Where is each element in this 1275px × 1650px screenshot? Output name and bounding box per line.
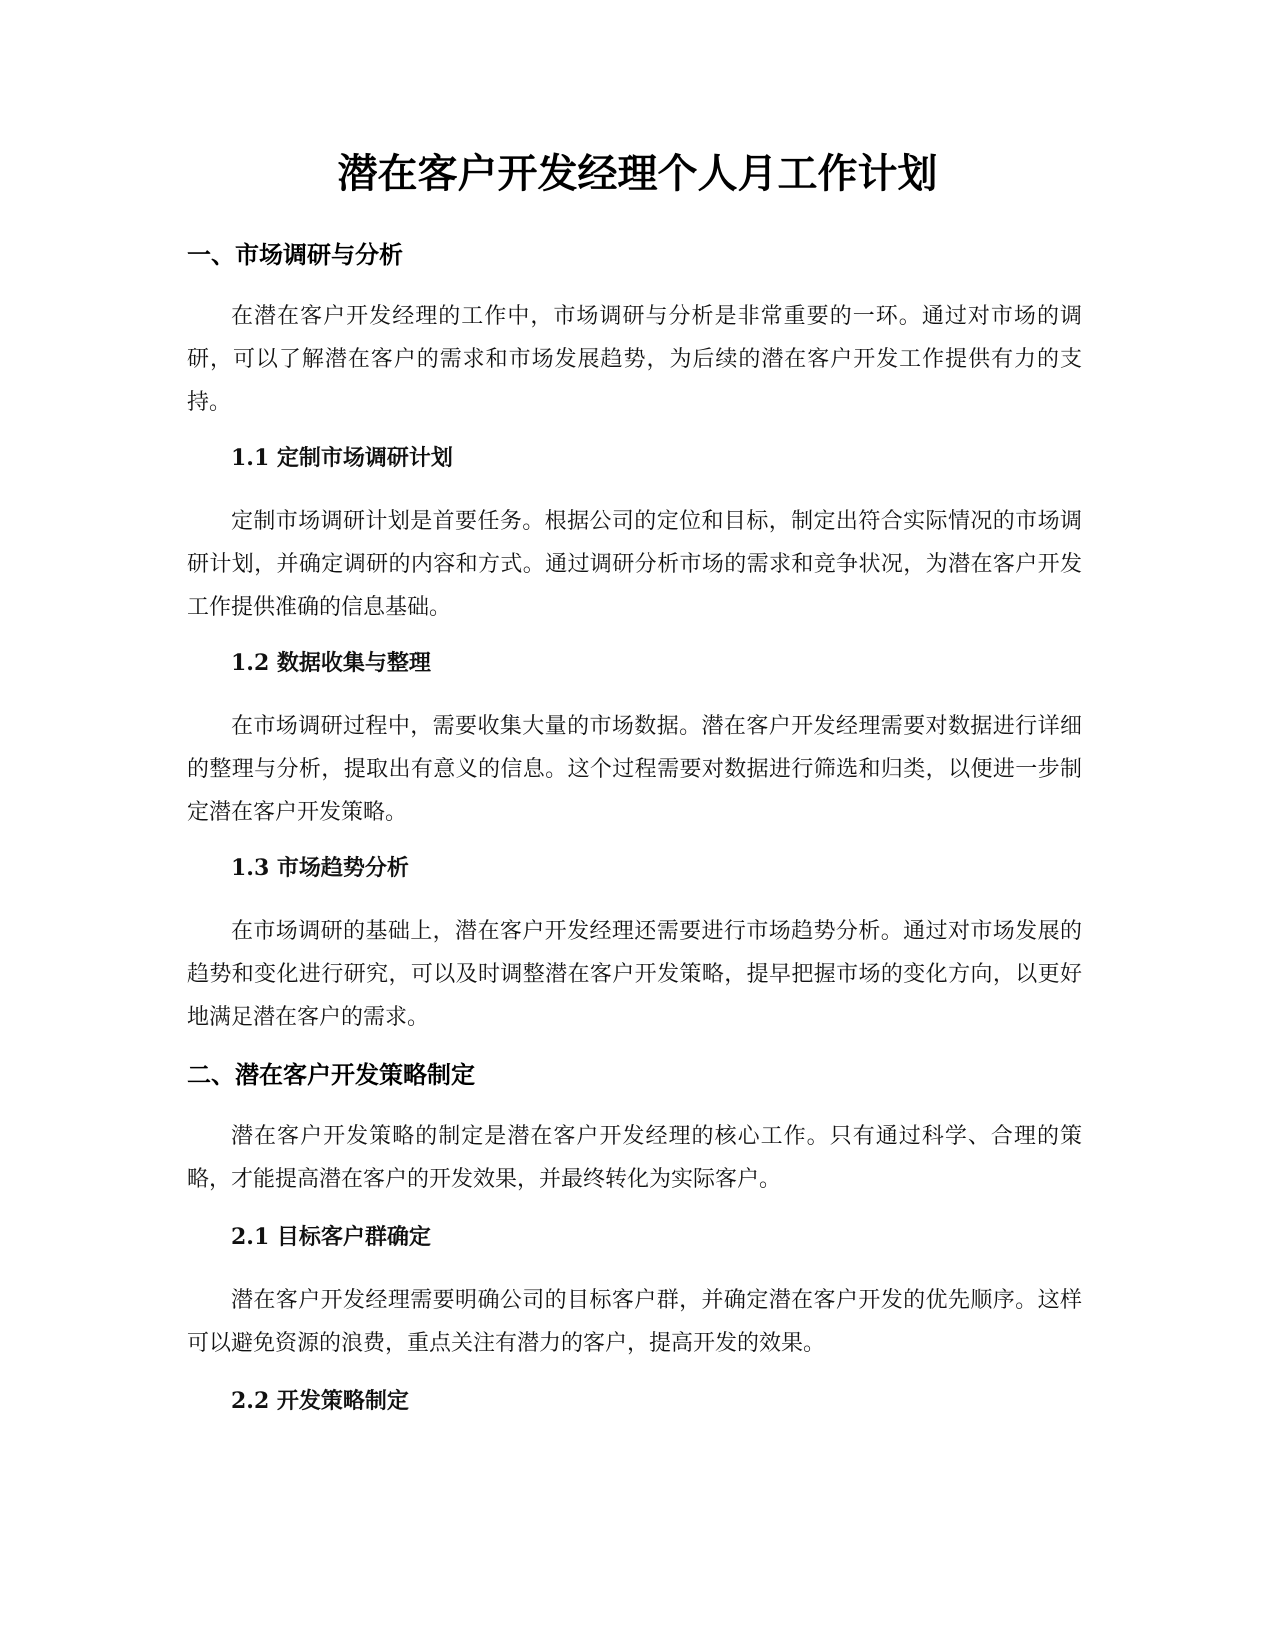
section-2-intro: 潜在客户开发策略的制定是潜在客户开发经理的核心工作。只有通过科学、合理的策略，才能提高潜在客户的开发效果，并最终转化为实际客户。	[187, 1124, 1082, 1192]
section-2-heading: 二、潜在客户开发策略制定	[187, 1061, 475, 1089]
subsection-1-3-heading: 1.3 市场趋势分析	[231, 855, 409, 881]
subsection-1-3-body: 在市场调研的基础上，潜在客户开发经理还需要进行市场趋势分析。通过对市场发展的趋势和变化进行研究，可以及时调整潜在客户开发策略，提早把握市场的变化方向，以更好地满足潜在客户的需求。	[187, 919, 1082, 1030]
subsection-2-2-heading: 2.2 开发策略制定	[231, 1388, 409, 1414]
section-1-heading: 一、市场调研与分析	[187, 241, 403, 269]
subsection-1-1-body: 定制市场调研计划是首要任务。根据公司的定位和目标，制定出符合实际情况的市场调研计划，并确定调研的内容和方式。通过调研分析市场的需求和竞争状况，为潜在客户开发工作提供准确的信息基础。	[187, 509, 1082, 620]
subsection-1-2-body: 在市场调研过程中，需要收集大量的市场数据。潜在客户开发经理需要对数据进行详细的整理与分析，提取出有意义的信息。这个过程需要对数据进行筛选和归类，以便进一步制定潜在客户开发策略。	[187, 714, 1082, 825]
subsection-2-1-heading: 2.1 目标客户群确定	[231, 1224, 431, 1250]
subsection-2-1-body: 潜在客户开发经理需要明确公司的目标客户群，并确定潜在客户开发的优先顺序。这样可以避免资源的浪费，重点关注有潜力的客户，提高开发的效果。	[187, 1288, 1082, 1356]
subsection-1-1-heading: 1.1 定制市场调研计划	[231, 445, 453, 471]
section-1-intro: 在潜在客户开发经理的工作中，市场调研与分析是非常重要的一环。通过对市场的调研，可以了解潜在客户的需求和市场发展趋势，为后续的潜在客户开发工作提供有力的支持。	[187, 304, 1082, 415]
document-title: 潜在客户开发经理个人月工作计划	[337, 151, 938, 197]
subsection-1-2-heading: 1.2 数据收集与整理	[231, 650, 431, 676]
